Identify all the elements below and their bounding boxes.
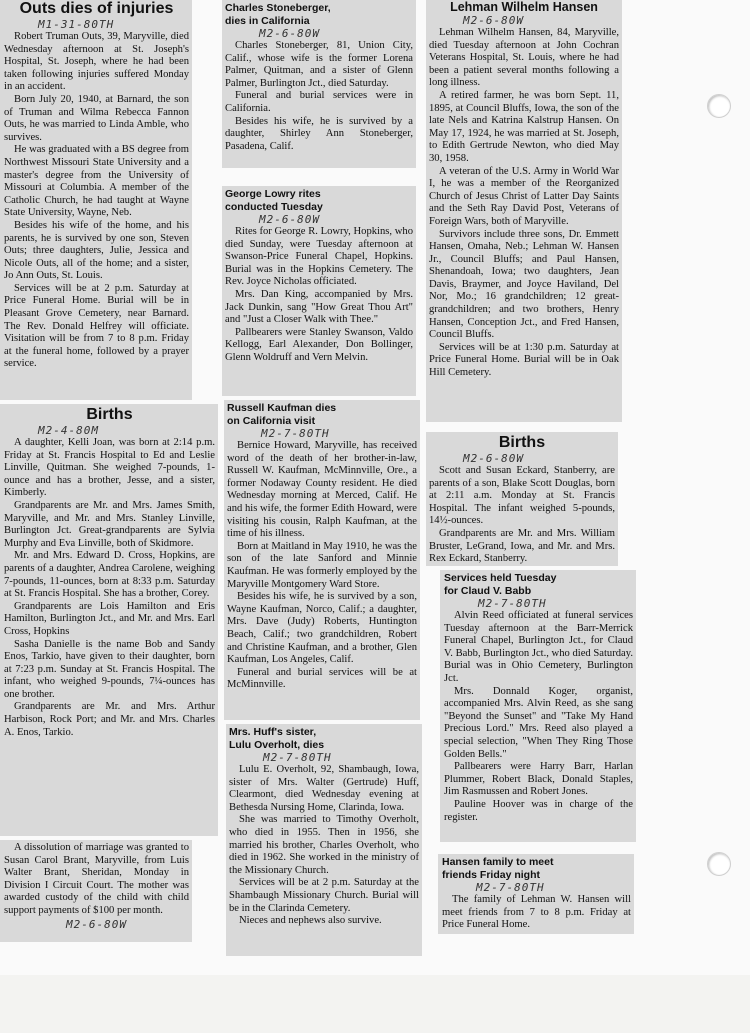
paragraph: A veteran of the U.S. Army in World War I, he was a member of the Reorganized Church of Jesus Christ of Latter Day Saints and the Seth Ray David Post, Veterans of Foreign Wars, both of Maryville. [429,165,619,227]
paragraph: Charles Stoneberger, 81, Union City, Calif., whose wife is the former Lorena Palmer, Quitman, and a sister of Glenn Palmer, Burlington Jct., died Saturday. [225,40,413,89]
lowry-headline-1: George Lowry rites [225,188,321,200]
kaufman-headline-1: Russell Kaufman dies [227,402,337,414]
overholt-headline-2: Lulu Overholt, dies [229,738,325,751]
paragraph: Rites for George R. Lowry, Hopkins, who died Sunday, were Tuesday afternoon at Swanson-Price Funeral Chapel, Hopkins. Burial was in the Hopkins Cemetery. The Rev. Joyce Nicholas officiated. [225,226,413,288]
paragraph: Pallbearers were Stanley Swanson, Valdo Kellogg, Earl Alexander, Don Bollinger, Glenn Woldruff and Vern Melvin. [225,326,413,363]
paragraph: Nieces and nephews also survive. [239,915,382,927]
births-headline: Births [86,406,133,423]
babb-headline-2: for Claud V. Babb [444,584,532,597]
paragraph: Funeral and burial services were in California. [225,90,413,114]
paragraph: Funeral and burial services will be at McMinnville. [227,666,417,691]
hansen-obituary-clipping [426,0,622,422]
hansen-date-note: M2-6-80W [463,14,524,27]
paragraph: Grandparents are Mr. and Mrs. James Smith, Maryville, and Mr. and Mrs. Stanley Linville, Burlington Jct. Great-grandparents are Sylvia Murphy and Eva Linville, both of Skidmore. [4,499,215,549]
babb-headline-1: Services held Tuesday [444,572,557,584]
paragraph: A retired farmer, he was born Sept. 11, 1895, at Council Bluffs, Iowa, the son of the late Nels and Katrina Kalstrup Hansen. On May 17, 1924, he was married at St. Joseph, to Edith Gertrude Newton, who died May 30, 1958. [429,89,619,164]
paragraph: Mr. and Mrs. Edward D. Cross, Hopkins, are parents of a daughter, Andrea Carolene, weighing 7-pounds, 11-ounces, born at 8:33 p.m. Saturday at St. Francis Hospital. She has a brother, Corey. [4,550,215,600]
overholt-headline-1: Mrs. Huff's sister, [229,726,317,738]
paragraph: Services will be at 2 p.m. Saturday at Price Funeral Home. Burial will be in Pleasant Grove Cemetery, near Barnard. The Rev. Donald Helfrey will officiate. Visitation will be from 7 to 8 p.m. Friday at the funeral home, followed by a prayer service. [4,282,189,370]
paragraph: A daughter, Kelli Joan, was born at 2:14 p.m. Friday at St. Francis Hospital to Ed and Leslie Linville, Quitman. She weighed 7-pounds, 1-ounce and has a brother, Jesse, and a sister, Kimberly. [4,437,215,499]
overholt-date-note: M2-7-80TH [263,751,332,764]
paragraph: Besides his wife, he is survived by a daughter, Shirley Ann Stoneberger, Pasadena, Calif. [225,115,413,152]
births-date-note: M2-4-80M [38,424,99,437]
stoneberger-obituary-clipping [222,0,416,168]
outs-obituary-clipping [0,0,192,400]
binder-hole [707,852,731,876]
paragraph: She was married to Timothy Overholt, who died in 1955. Then in 1956, she married his brother, Charles Overholt, who died in 1962. She worked in the ministry of the Missionary Church. [229,814,419,876]
paragraph: Besides his wife, he is survived by a son, Wayne Kaufman, Norco, Calif.; a daughter, Mrs. Dave (Judy) Roberts, Huntington Beach, Calif.; two grandchildren, Robert and Christine Kaufman, and a brother, Glen Kaufman, Los Angeles, Calif. [227,591,417,666]
paragraph: Alvin Reed officiated at funeral services Tuesday afternoon at the Barr-Merrick Funeral Chapel, Burlington Jct., for Claud V. Babb, Burlington Jct., who died Saturday. Burial was in Ohio Cemetery, Burlington Jct. [444,610,633,684]
outs-headline: Outs dies of injuries [19,0,174,17]
paragraph: Bernice Howard, Maryville, has received word of the death of her brother-in-law, Russell W. Kaufman, McMinnville, Ore., a former Nodaway County resident. He died Wednesday morning at Merced, Calif. He and his wife, the former Edith Howard, were visiting his cousin, Ralph Kaufman, at the time of his illness. [227,440,417,540]
paragraph: Mrs. Donnald Koger, organist, accompanied Mrs. Alvin Reed, as she sang "Beyond the Sunset" and "Take My Hand Precious Lord." Mrs. Reed also played a special selection, "When They Ring Those Golden Bells." [444,685,633,760]
paragraph: Besides his wife of the home, and his parents, he is survived by one son, Steven Outs; three daughters, Julie, Jessica and Nicole Outs, all of the home; and a sister, Jo Ann Outs, St. Louis. [4,219,189,282]
paragraph: A dissolution of marriage was granted to Susan Carol Brant, Maryville, from Luis Walter Brant, Sheridan, Monday in Division I Circuit Court. The mother was awarded custody of the child with child support payments of $100 per month. [4,842,189,916]
paragraph: The family of Lehman W. Hansen will meet friends from 7 to 8 p.m. Friday at Price Funeral Home. [442,894,631,931]
dissolution-clipping [0,840,192,942]
births2-date-note: M2-6-80W [463,452,524,465]
babb-date-note: M2-7-80TH [478,597,547,610]
paragraph: Grandparents are Mr. and Mrs. William Bruster, LeGrand, Iowa, and Mr. and Mrs. Rex Eckard, Stanberry. [429,527,615,565]
paragraph: Pauline Hoover was in charge of the register. [444,798,633,823]
paragraph: Pallbearers were Harry Barr, Harlan Plummer, Robert Black, Donald Staples, Jim Rasmussen and Robert Jones. [444,761,633,798]
paragraph: Robert Truman Outs, 39, Maryville, died Wednesday afternoon at St. Joseph's Hospital, St. Joseph, where he had been taken following injuries suffered Monday in an accident. [4,31,189,93]
paragraph: Survivors include three sons, Dr. Emmett Hansen, Omaha, Neb.; Lehman W. Hansen Jr., Council Bluffs; and Paul Hansen, Shenandoah, Iowa; two daughters, Jean Davis, Braymer, and Joyce Haviland, Del Nor, Mo.; 16 grandchildren; 12 great-grandchildren; and two brothers, Henry Hansen, Conception Jct., and Fred Hansen, Council Bluffs. [429,228,619,341]
binder-hole [707,94,731,118]
births-eckard-clipping [426,432,618,566]
births2-headline: Births [498,434,546,451]
paragraph: Grandparents are Mr. and Mrs. Arthur Harbison, Rock Port; and Mr. and Mrs. Charles A. Enos, Tarkio. [4,701,215,738]
paragraph: Lehman Wilhelm Hansen, 84, Maryville, died Tuesday afternoon at John Cochran Veterans Hospital, St. Louis, where he had been a patient several months following a long illness. [429,27,619,89]
lowry-rites-clipping [222,186,416,396]
hansen-family-headline-2: friends Friday night [442,868,541,881]
dissolution-date-note: M2-6-80W [66,917,127,931]
paragraph: Lulu E. Overholt, 92, Shambaugh, Iowa, sister of Mrs. Walter (Gertrude) Huff, Clearmont, died Wednesday evening at Bethesda Nursing Home, Clarinda, Iowa. [229,764,419,813]
births-clipping [0,404,218,836]
paragraph: Services will be at 1:30 p.m. Saturday at Price Funeral Home. Burial will be in Oak Hill Cemetery. [429,341,619,379]
hansen-family-date-note: M2-7-80TH [476,881,545,894]
kaufman-headline-2: on California visit [227,414,316,427]
lowry-date-note: M2-6-80W [259,213,320,226]
paragraph: He was graduated with a BS degree from Northwest Missouri State University and a master's degree from the University of Missouri at Columbia. A member of the Catholic Church, he had taught at Wayne State University, Wayne, Neb. [4,144,189,219]
hansen-family-headline-1: Hansen family to meet [442,856,554,868]
kaufman-obituary-clipping [224,400,420,720]
paragraph: Born at Maitland in May 1910, he was the son of the late Sanford and Minnie Kaufman. He was formerly employed by the Maryville Montgomery Ward Store. [227,540,417,590]
babb-services-clipping [440,570,636,842]
paragraph: Grandparents are Lois Hamilton and Eris Hamilton, Burlington Jct., and Mr. and Mrs. Earl Cross, Hopkins [4,600,215,637]
stoneberger-headline-2: dies in California [225,14,310,27]
hansen-headline: Lehman Wilhelm Hansen [450,0,598,14]
paragraph: Born July 20, 1940, at Barnard, the son of Truman and Wilma Rebecca Fannon Outs, he was married to Linda Amble, who survives. [4,93,189,143]
outs-date-note: M1-31-80TH [38,18,115,31]
paragraph: Services will be at 2 p.m. Saturday at the Shambaugh Missionary Church. Burial will be in the Clarinda Cemetery. [229,877,419,914]
stoneberger-date-note: M2-6-80W [259,27,320,40]
kaufman-date-note: M2-7-80TH [261,427,330,440]
stoneberger-headline-1: Charles Stoneberger, [225,2,331,14]
lowry-headline-2: conducted Tuesday [225,200,323,213]
paragraph: Mrs. Dan King, accompanied by Mrs. Jack Dunkin, sang "How Great Thou Art" and "Just a Closer Walk with Thee." [225,288,413,326]
hansen-family-clipping [438,854,634,934]
paragraph: Scott and Susan Eckard, Stanberry, are parents of a son, Blake Scott Douglas, born at 2:11 a.m. Monday at St. Francis Hospital. The infant weighed 5-pounds, 14½-ounces. [429,465,615,527]
paragraph: Sasha Danielle is the name Bob and Sandy Enos, Tarkio, have given to their daughter, born at 7:23 p.m. Sunday at St. Francis Hospital. The infant, who weighed 9-pounds, 7¼-ounces has one brother. [4,638,215,700]
overholt-obituary-clipping [226,724,422,956]
